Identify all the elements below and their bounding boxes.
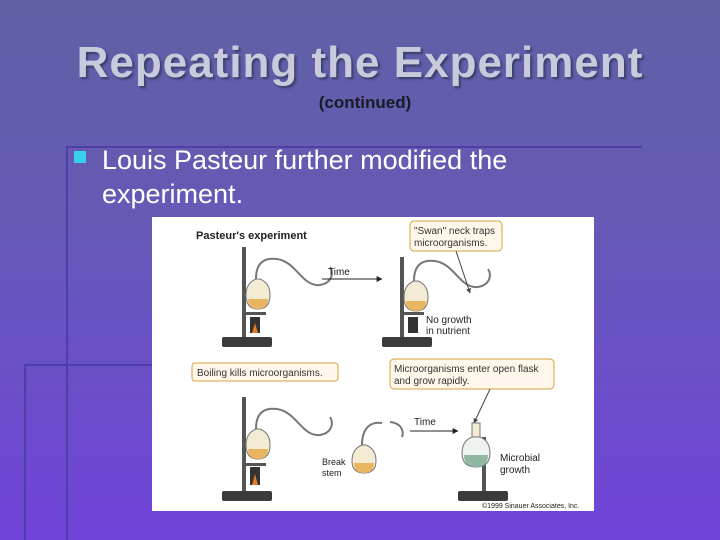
no-growth-line2: in nutrient [426,326,470,337]
boiling-callout-text: Boiling kills microorganisms. [197,368,323,379]
flask-bottom-left [246,409,332,459]
time-label-top: Time [328,267,350,278]
enter-flask-callout [390,359,554,423]
break-stem-line1: Break [322,457,346,467]
slide-title: Repeating the Experiment [76,38,644,87]
bullet-text: Louis Pasteur further modified the experiment. [102,145,508,209]
frame-line-left-lower [24,364,26,540]
time-label-bottom: Time [414,417,436,428]
experiment-diagram [152,217,594,511]
pasteur-experiment-figure [152,217,594,511]
boiling-callout [192,363,338,381]
swan-callout-line1: "Swan" neck traps [414,226,496,237]
swan-callout-line2: microorganisms. [414,238,488,249]
figure-heading: Pasteur's experiment [196,230,307,242]
square-bullet-icon [74,151,86,163]
copyright-text: ©1999 Sinauer Associates, Inc. [482,503,580,510]
flask-top-left [246,259,332,309]
slide-subtitle: (continued) [318,93,412,112]
flask-microbial-growth [462,423,490,467]
microbial-line2: growth [500,465,531,476]
no-growth-line1: No growth [426,315,472,326]
enter-callout-line1: Microorganisms enter open flask [394,364,539,375]
break-stem-line2: stem [322,468,342,478]
enter-callout-line2: and grow rapidly. [394,376,470,387]
break-stem-flask [322,422,403,478]
frame-line-left [66,146,68,540]
flask-top-right [404,261,490,311]
microbial-line1: Microbial [500,453,541,464]
